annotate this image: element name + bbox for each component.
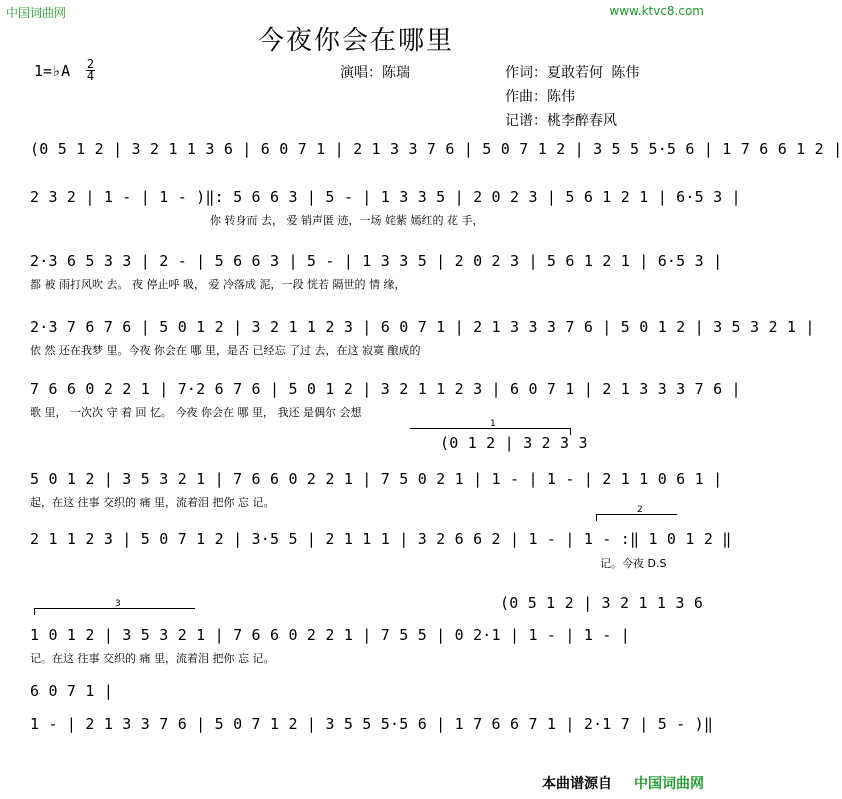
score-row-9: 1 - | 2 1 3 3 7 6 | 5 0 7 1 2 | 3 5 5 5·5 6 | 1 7 6 6 7 1 | 2·1 7 | 5 - )‖ — [30, 715, 714, 733]
volta-label-2: 2 — [637, 505, 643, 515]
transcriber-credit: 记谱：桃李醉春风 — [505, 113, 617, 129]
time-denominator: 4 — [86, 69, 95, 83]
song-title: 今夜你会在哪里 — [257, 26, 454, 56]
score-row-6: 5 0 1 2 | 3 5 3 2 1 | 7 6 6 0 2 2 1 | 7 5 0 2 1 | 1 - | 1 - | 2 1 1 0 6 1 | — [30, 470, 723, 488]
lyric-row-3: 都 被 雨打风吹 去。 夜 停止呼 吸， 爱 冷落成 泥，一段 恍若 隔世的 情 缘， — [30, 278, 406, 291]
volta-label-1: 1 — [490, 419, 496, 429]
volta-bracket-3 — [34, 599, 195, 615]
lyric-row-4: 依 然 还在我梦 里。今夜 你会在 哪 里，是否 已经忘 了过 去，在这 寂寞 酿成的 — [30, 344, 421, 357]
lyric-row-2: 你 转身而 去， 爱 销声匿 迹，一场 姹紫 嫣红的 花 手， — [210, 214, 484, 227]
singer-credit: 演唱：陈瑞 — [340, 65, 410, 81]
time-signature — [86, 59, 95, 82]
score-row-5b: (0 1 2 | 3 2 3 3 — [440, 434, 588, 452]
score-row-2: 2 3 2 | 1 - | 1 - )‖: 5 6 6 3 | 5 - | 1 3 3 5 | 2 0 2 3 | 5 6 1 2 1 | 6·5 3 | — [30, 188, 741, 206]
score-row-8b: (0 5 1 2 | 3 2 1 1 3 6 — [500, 594, 704, 612]
score-row-1: (0 5 1 2 | 3 2 1 1 3 6 | 6 0 7 1 | 2 1 3 3 7 6 | 5 0 7 1 2 | 3 5 5 5·5 6 | 1 7 6 6 1 2 | — [30, 140, 842, 158]
footer-source — [542, 773, 704, 793]
score-row-4: 2·3 7 6 7 6 | 5 0 1 2 | 3 2 1 1 2 3 | 6 0 7 1 | 2 1 3 3 3 7 6 | 5 0 1 2 | 3 5 3 2 1 | — [30, 318, 815, 336]
site-logo-left: 中国词曲网 — [6, 6, 67, 20]
volta-bracket-2 — [596, 505, 677, 521]
footer-source-text: 本曲谱源自 — [542, 776, 612, 792]
lyric-row-5: 歌 里， 一次次 守 着 回 忆。 今夜 你会在 哪 里， 我还 是偶尔 会想 — [30, 406, 362, 419]
volta-label-3: 3 — [115, 599, 121, 609]
score-row-9a: 6 0 7 1 | — [30, 682, 114, 700]
time-numerator: 2 — [86, 57, 95, 71]
footer-site-link[interactable]: 中国词曲网 — [634, 776, 704, 792]
site-url-right: www.ktvc8.com — [609, 4, 704, 18]
key-signature: 1=♭A — [34, 62, 71, 80]
score-row-7: 2 1 1 2 3 | 5 0 7 1 2 | 3·5 5 | 2 1 1 1 | 3 2 6 6 2 | 1 - | 1 - :‖ 1 0 1 2 ‖ — [30, 530, 732, 548]
score-row-8: 1 0 1 2 | 3 5 3 2 1 | 7 6 6 0 2 2 1 | 7 5 5 | 0 2·1 | 1 - | 1 - | — [30, 626, 630, 644]
lyric-row-6: 起，在这 往事 交织的 痛 里，流着泪 把你 忘 记。 — [30, 496, 275, 509]
score-row-3: 2·3 6 5 3 3 | 2 - | 5 6 6 3 | 5 - | 1 3 3 5 | 2 0 2 3 | 5 6 1 2 1 | 6·5 3 | — [30, 252, 723, 270]
score-row-5: 7 6 6 0 2 2 1 | 7·2 6 7 6 | 5 0 1 2 | 3 2 1 1 2 3 | 6 0 7 1 | 2 1 3 3 3 7 6 | — [30, 380, 741, 398]
composer-credit: 作曲：陈伟 — [505, 89, 575, 105]
lyric-row-7: 记。今夜 D.S — [600, 557, 667, 570]
lyric-row-8: 记。在这 往事 交织的 痛 里，流着泪 把你 忘 记。 — [30, 652, 275, 665]
lyricist-credit: 作词：夏敢若何 陈伟 — [505, 65, 640, 81]
